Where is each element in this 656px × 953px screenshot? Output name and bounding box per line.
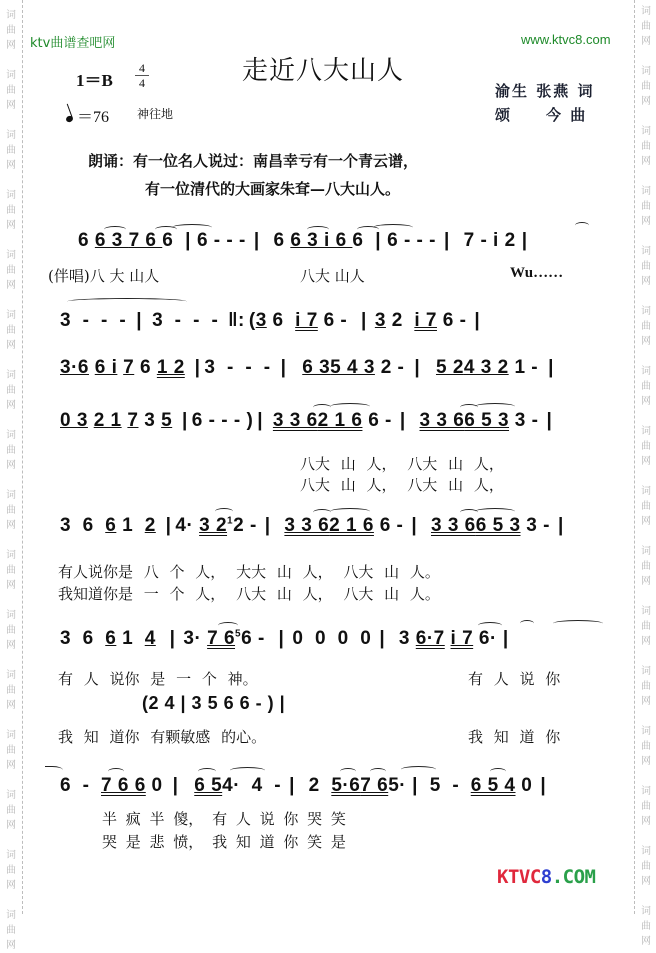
margin-watermark-char: 曲: [641, 741, 651, 752]
margin-watermark-char: 曲: [6, 565, 16, 576]
margin-watermark-char: 词: [6, 490, 16, 501]
margin-watermark-char: 词: [6, 610, 16, 621]
lyric-row-5-verse-2: 我知道你是 一 个 人， 八大 山 人， 八大 山 人。: [58, 585, 440, 603]
margin-watermark-char: 词: [641, 666, 651, 677]
composer-credit: 颂 今 曲: [495, 106, 588, 124]
margin-watermark-char: 词: [6, 430, 16, 441]
margin-watermark-char: 网: [6, 100, 16, 111]
lyric-row-7-verse-2: 哭 是 悲 愤， 我 知 道 你 笑 是: [102, 833, 346, 851]
margin-watermark-char: 词: [641, 906, 651, 917]
margin-watermark-char: 词: [641, 66, 651, 77]
margin-watermark-char: 曲: [641, 321, 651, 332]
margin-watermark-char: 曲: [641, 681, 651, 692]
margin-watermark-char: 网: [641, 876, 651, 887]
margin-watermark-char: 词: [6, 730, 16, 741]
margin-watermark-char: 网: [6, 160, 16, 171]
ktvc8-logo: [497, 866, 595, 888]
margin-watermark-char: 词: [6, 190, 16, 201]
score-row-5: 3 6 6 1 2 | 4· 3 $2^12$ - | 3 3 62 1 6 6 - | 3 3 66 5 3 3 - |: [60, 515, 564, 536]
logo-part-ktvc: KTVC: [497, 866, 541, 888]
margin-watermark-char: 词: [6, 250, 16, 261]
margin-watermark-char: 曲: [641, 921, 651, 932]
margin-watermark-char: 曲: [6, 325, 16, 336]
score-row-6: 3 6 6 1 4 | 3· 7 $6^56$ - | 0 0 0 0 | 3 6·7 i 7 6· |: [60, 628, 509, 649]
margin-watermark-char: 曲: [6, 865, 16, 876]
margin-watermark-char: 曲: [6, 805, 16, 816]
margin-watermark-char: 曲: [641, 621, 651, 632]
margin-watermark-char: 词: [641, 246, 651, 257]
margin-watermark-char: 曲: [6, 25, 16, 36]
margin-watermark-char: 曲: [641, 441, 651, 452]
quarter-note-icon: [65, 115, 74, 123]
margin-watermark-char: 曲: [641, 861, 651, 872]
song-title: 走近八大山人: [242, 56, 405, 86]
margin-watermark-char: 曲: [6, 685, 16, 696]
margin-watermark-char: 网: [6, 520, 16, 531]
margin-watermark-char: 网: [641, 276, 651, 287]
lyric-row-5-verse-1: 有人说你是 八 个 人， 大大 山 人， 八大 山 人。: [58, 563, 440, 581]
margin-watermark-char: 词: [641, 366, 651, 377]
score-row-1: 6 6 3 7 6 6 | 6 - - - | 6 6 3 i 6 6 | 6 - - - | 7 - i 2 |: [78, 230, 528, 251]
lyric-row-6-verse-2-end: 我 知 道 你: [468, 728, 561, 746]
margin-watermark-char: 词: [641, 846, 651, 857]
margin-watermark-char: 词: [641, 186, 651, 197]
margin-watermark-char: 词: [6, 790, 16, 801]
time-sig-top: 4: [139, 61, 145, 75]
score-row-7: 6 - 7 6 6 0 | 6 54· 4 - | 2 5·67 65· | 5 - 6 5 4 0 |: [60, 775, 547, 796]
margin-watermark-char: 词: [641, 786, 651, 797]
margin-watermark-char: 词: [641, 606, 651, 617]
lyric-row-1-a: (伴唱)八 大 山人: [48, 267, 160, 285]
score-row-2: 3 - - - | 3 - - - ‖: (3 6 i 7 6 - | 3 2 i 7 6 - |: [60, 310, 481, 331]
margin-watermark-char: 曲: [6, 385, 16, 396]
lyric-row-7-verse-1: 半 疯 半 傻， 有 人 说 你 哭 笑: [102, 810, 346, 828]
margin-watermark-char: 曲: [641, 501, 651, 512]
margin-watermark-char: 词: [641, 426, 651, 437]
margin-watermark-char: 网: [6, 760, 16, 771]
margin-watermark-char: 网: [641, 756, 651, 767]
margin-watermark-char: 词: [641, 726, 651, 737]
left-margin-watermark: [0, 0, 23, 951]
right-margin-watermark: [634, 0, 656, 947]
margin-watermark-char: 曲: [641, 141, 651, 152]
margin-watermark-char: 曲: [641, 801, 651, 812]
margin-watermark-char: 曲: [641, 561, 651, 572]
margin-watermark-char: 词: [641, 486, 651, 497]
margin-watermark-char: 网: [6, 940, 16, 951]
margin-watermark-char: 网: [641, 156, 651, 167]
margin-watermark-char: 曲: [6, 505, 16, 516]
margin-watermark-char: 曲: [641, 81, 651, 92]
margin-watermark-char: 词: [6, 670, 16, 681]
margin-watermark-char: 网: [6, 220, 16, 231]
margin-watermark-char: 曲: [641, 201, 651, 212]
margin-watermark-char: 网: [6, 640, 16, 651]
margin-watermark-char: 词: [6, 310, 16, 321]
margin-watermark-char: 曲: [6, 745, 16, 756]
margin-watermark-char: 网: [641, 96, 651, 107]
margin-watermark-char: 网: [641, 36, 651, 47]
margin-watermark-char: 网: [641, 816, 651, 827]
recitation-line-2: 有一位清代的大画家朱耷—八大山人。: [145, 180, 401, 198]
lyric-row-6-verse-1-end: 有 人 说 你: [468, 670, 561, 688]
margin-watermark-char: 网: [6, 40, 16, 51]
logo-part-com: .COM: [551, 866, 596, 888]
margin-watermark-char: 网: [641, 636, 651, 647]
margin-watermark-char: 网: [6, 400, 16, 411]
lyric-row-6-verse-1: 有 人 说你 是 一 个 神。: [58, 670, 258, 688]
tempo-marking: [66, 104, 109, 127]
site-name-watermark: ktv曲谱查吧网: [30, 36, 116, 51]
lyricist-credit: 渝生 张燕 词: [495, 82, 595, 100]
lyric-row-1-b: 八大 山人: [300, 267, 365, 285]
time-sig-bottom: 4: [139, 76, 145, 90]
margin-watermark-char: 曲: [6, 205, 16, 216]
lyric-row-4-verse-1: 八大 山 人， 八大 山 人，: [300, 455, 504, 473]
margin-watermark-char: 曲: [641, 381, 651, 392]
margin-watermark-char: 曲: [641, 261, 651, 272]
margin-watermark-char: 网: [6, 880, 16, 891]
margin-watermark-char: 网: [6, 280, 16, 291]
tempo-value: ＝76: [77, 109, 110, 126]
margin-watermark-char: 词: [641, 6, 651, 17]
margin-watermark-char: 网: [6, 340, 16, 351]
margin-watermark-char: 词: [6, 850, 16, 861]
logo-part-8: 8: [540, 866, 552, 888]
margin-watermark-char: 曲: [6, 925, 16, 936]
time-signature: [135, 62, 149, 89]
margin-watermark-char: 网: [641, 456, 651, 467]
margin-watermark-char: 词: [6, 130, 16, 141]
margin-watermark-char: 网: [641, 936, 651, 947]
interlude-phrase: (2 4 | 3 5 6 6 - ) |: [142, 693, 286, 713]
margin-watermark-char: 曲: [6, 85, 16, 96]
site-url-watermark: www.ktvc8.com: [521, 32, 611, 47]
recitation-line-1: 朗诵：有一位名人说过：南昌幸亏有一个青云谱，: [88, 152, 419, 170]
margin-watermark-char: 网: [641, 696, 651, 707]
margin-watermark-char: 词: [641, 126, 651, 137]
margin-watermark-char: 词: [641, 306, 651, 317]
margin-watermark-char: 词: [6, 10, 16, 21]
margin-watermark-char: 词: [641, 546, 651, 557]
margin-watermark-char: 网: [6, 460, 16, 471]
margin-watermark-char: 曲: [6, 265, 16, 276]
margin-watermark-char: 网: [641, 576, 651, 587]
margin-watermark-char: 网: [6, 820, 16, 831]
score-row-4: 0 3 2 1 7 3 5 | 6 - - - ) | 3 3 62 1 6 6 - | 3 3 66 5 3 3 - |: [60, 410, 553, 431]
margin-watermark-char: 曲: [6, 625, 16, 636]
margin-watermark-char: 网: [6, 580, 16, 591]
margin-watermark-char: 词: [6, 550, 16, 561]
margin-watermark-char: 词: [6, 370, 16, 381]
margin-watermark-char: 词: [6, 910, 16, 921]
lyric-row-4-verse-2: 八大 山 人， 八大 山 人，: [300, 476, 504, 494]
margin-watermark-char: 网: [641, 336, 651, 347]
margin-watermark-char: 曲: [641, 21, 651, 32]
expression-marking: 神往地: [137, 107, 174, 121]
margin-watermark-char: 网: [641, 396, 651, 407]
score-row-3: 3·6 6 i 7 6 1 2 | 3 - - - | 6 35 4 3 2 - | 5 24 3 2 1 - |: [60, 357, 554, 378]
lyric-row-1-c: Wu……: [510, 265, 564, 281]
margin-watermark-char: 网: [641, 516, 651, 527]
margin-watermark-char: 曲: [6, 145, 16, 156]
margin-watermark-char: 网: [6, 700, 16, 711]
lyric-row-6-verse-2: 我 知 道你 有颗敏感 的心。: [58, 728, 267, 746]
margin-watermark-char: 曲: [6, 445, 16, 456]
margin-watermark-char: 词: [6, 70, 16, 81]
key-signature: 1＝B: [76, 71, 113, 90]
margin-watermark-char: 网: [641, 216, 651, 227]
